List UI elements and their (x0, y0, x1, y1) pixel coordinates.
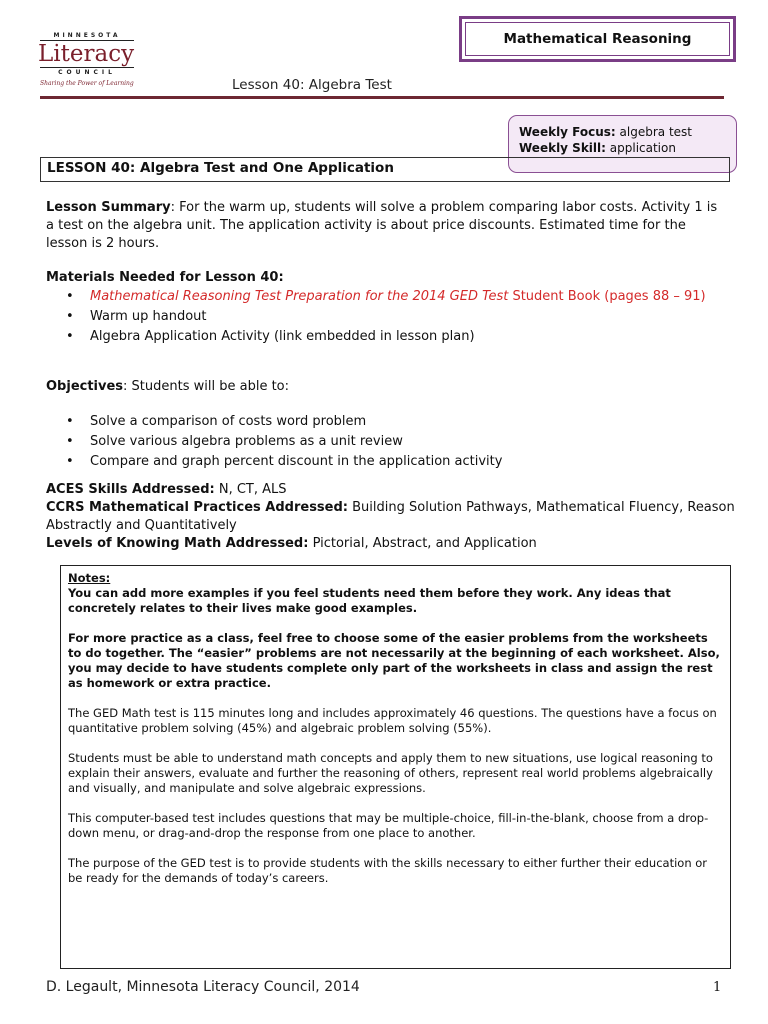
ccrs-value: Building Solution Pathways, Mathematical Fluency, Reason Abstractly and Quantitatively (46, 500, 735, 533)
logo-tagline: Sharing the Power of Learning (40, 80, 134, 87)
weekly-skill-value: application (605, 141, 676, 155)
materials-heading: Materials Needed for Lesson 40: (46, 270, 284, 285)
levels-label: Levels of Knowing Math Addressed: (46, 536, 309, 551)
subject-box (459, 16, 736, 62)
logo (40, 32, 140, 92)
summary-label: Lesson Summary (46, 200, 171, 215)
subject-title: Mathematical Reasoning (465, 22, 730, 56)
materials-book-pages: Student Book (pages 88 – 91) (508, 289, 706, 304)
notes-box (60, 565, 731, 969)
objectives-intro (46, 378, 289, 396)
list-item (46, 287, 736, 307)
list-item: • Solve various algebra problems as a unit review (46, 432, 736, 452)
ccrs-label: CCRS Mathematical Practices Addressed: (46, 500, 348, 515)
list-item: • Warm up handout (46, 307, 736, 327)
lesson-title: LESSON 40: Algebra Test and One Application (40, 157, 730, 182)
list-item: • Algebra Application Activity (link embedded in lesson plan) (46, 327, 736, 347)
lesson-summary (46, 199, 726, 253)
header-divider (40, 96, 724, 99)
logo-bottom-text: COUNCIL (40, 67, 134, 76)
materials-list (46, 287, 736, 347)
footer-credit: D. Legault, Minnesota Literacy Council, 2014 (46, 979, 360, 995)
page-number: 1 (713, 980, 722, 995)
notes-paragraph: Students must be able to understand math concepts and apply them to new situations, use logical reasoning to explain their answers, evaluate and further the reasoning of others, represent real world problems algebraically and visually, and manipulate and solve algebraic expressions. (68, 751, 713, 795)
weekly-focus-value: algebra test (615, 125, 692, 139)
notes-paragraph: The purpose of the GED test is to provide students with the skills necessary to either further their education or be ready for the demands of today’s careers. (68, 856, 708, 885)
notes-heading: Notes: (68, 571, 111, 585)
objectives-label: Objectives (46, 379, 124, 394)
weekly-skill-label: Weekly Skill: (519, 141, 606, 155)
materials-book-title: Mathematical Reasoning Test Preparation for the 2014 GED Test (90, 289, 509, 304)
logo-top-text: MINNESOTA (40, 32, 134, 41)
summary-text: : For the warm up, students will solve a problem comparing labor costs. Activity 1 is a test on the algebra unit. The application activity is about price discounts. Estimated time for the lesson is 2 hours. (46, 200, 718, 251)
notes-paragraph: This computer-based test includes questions that may be multiple-choice, fill-in-the-blank, choose from a drop-down menu, or drag-and-drop the response from one place to another. (68, 811, 709, 840)
notes-paragraph: For more practice as a class, feel free to choose some of the easier problems from the worksheets to do together. The “easier” problems are not necessarily at the beginning of each worksheet. Also, you may decide to have students complete only part of the worksheets in class and assign the rest as homework or extra practice. (68, 631, 720, 690)
levels-value: Pictorial, Abstract, and Application (308, 536, 537, 551)
lesson-header: Lesson 40: Algebra Test (232, 77, 392, 93)
aces-label: ACES Skills Addressed: (46, 482, 215, 497)
weekly-focus-label: Weekly Focus: (519, 125, 616, 139)
objectives-text: : Students will be able to: (123, 379, 290, 394)
skills-section (46, 481, 736, 553)
aces-value: N, CT, ALS (214, 482, 287, 497)
list-item: • Solve a comparison of costs word problem (46, 412, 736, 432)
objectives-list (46, 412, 736, 472)
list-item: • Compare and graph percent discount in the application activity (46, 452, 736, 472)
logo-main-text: Literacy (38, 41, 135, 67)
notes-paragraph: The GED Math test is 115 minutes long and includes approximately 46 questions. The questions have a focus on quantitative problem solving (45%) and algebraic problem solving (55%). (68, 706, 717, 735)
notes-paragraph: You can add more examples if you feel students need them before they work. Any ideas that concretely relates to their lives make good examples. (68, 586, 671, 615)
